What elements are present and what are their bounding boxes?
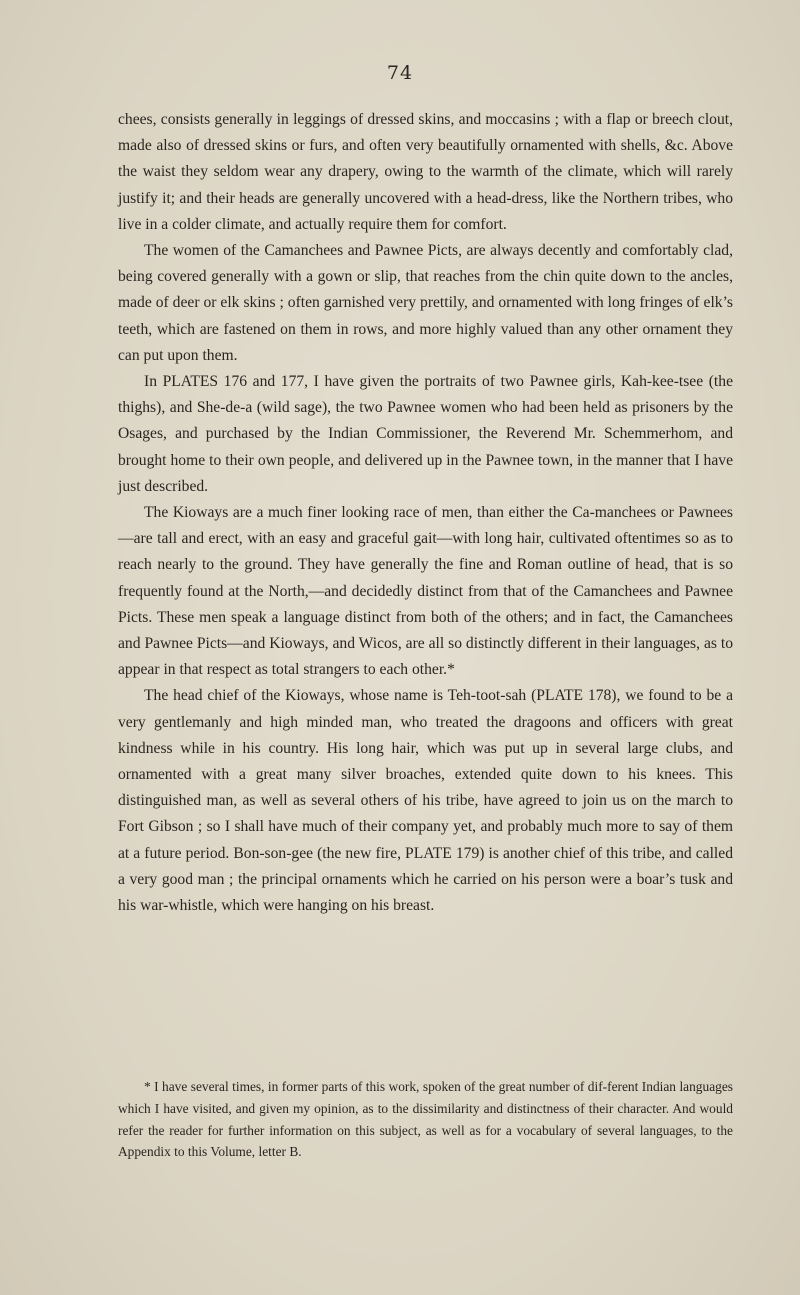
paragraph-head-chief: The head chief of the Kioways, whose name is Teh-toot-sah (PLATE 178), we found to be a very gentlemanly and high minded man, who treated the dragoons and officers with great kindness while in his country. His long hair, which was put up in several large clubs, and ornamented with a great many silver broaches, extended quite down to his knees. This distinguished man, as well as several others of his tribe, have agreed to join us on the march to Fort Gibson ; so I shall have much of their company yet, and probably much more to say of them at a future period. Bon-son-gee (the new fire, PLATE 179) is another chief of this tribe, and called a very good man ; the principal ornaments which he carried on his person were a boar’s tusk and his war-whistle, which were hanging on his breast. <box>118 687 733 915</box>
body-text <box>118 107 733 919</box>
paragraph-continuation: chees, consists generally in leggings of dressed skins, and moccasins ; with a flap or breech clout, made also of dressed skins or furs, and often very beautifully ornamented with shells, &c. Above the waist they seldom wear any drapery, owing to the warmth of the climate, which will rarely justify it; and their heads are generally uncovered with a head-dress, like the Northern tribes, who live in a colder climate, and actually require them for comfort. <box>118 111 733 233</box>
page-number: 74 <box>386 62 414 84</box>
footnote <box>118 1076 733 1163</box>
footnote-text: * I have several times, in former parts of this work, spoken of the great number of dif-ferent Indian languages which I have visited, and given my opinion, as to the dissimilarity and distinctness of their character. And would refer the reader for further information on this subject, as well as for a vocabulary of several languages, to the Appendix to this Volume, letter B. <box>118 1079 733 1160</box>
paragraph-pawnee-girls: In PLATES 176 and 177, I have given the portraits of two Pawnee girls, Kah-kee-tsee (the thighs), and She-de-a (wild sage), the two Pawnee women who had been held as prisoners by the Osages, and purchased by the Indian Commissioner, the Reverend Mr. Schemmerhom, and brought home to their own people, and delivered up in the Pawnee town, in the manner that I have just described. <box>118 373 733 495</box>
paragraph-kioways: The Kioways are a much finer looking race of men, than either the Ca-manchees or Pawnees—are tall and erect, with an easy and graceful gait—with long hair, cultivated oftentimes so as to reach nearly to the ground. They have generally the fine and Roman outline of head, that is so frequently found at the North,—and decidedly distinct from that of the Camanchees and Pawnee Picts. These men speak a language distinct from both of the others; and in fact, the Camanchees and Pawnee Picts—and Kioways, and Wicos, are all so distinctly different in their languages, as to appear in that respect as total strangers to each other.* <box>118 504 733 679</box>
paragraph-women-clothing: The women of the Camanchees and Pawnee Picts, are always decently and comfortably clad, being covered generally with a gown or slip, that reaches from the chin quite down to the ancles, made of deer or elk skins ; often garnished very prettily, and ornamented with long fringes of elk’s teeth, which are fastened on them in rows, and more highly valued than any other ornament they can put upon them. <box>118 242 733 364</box>
